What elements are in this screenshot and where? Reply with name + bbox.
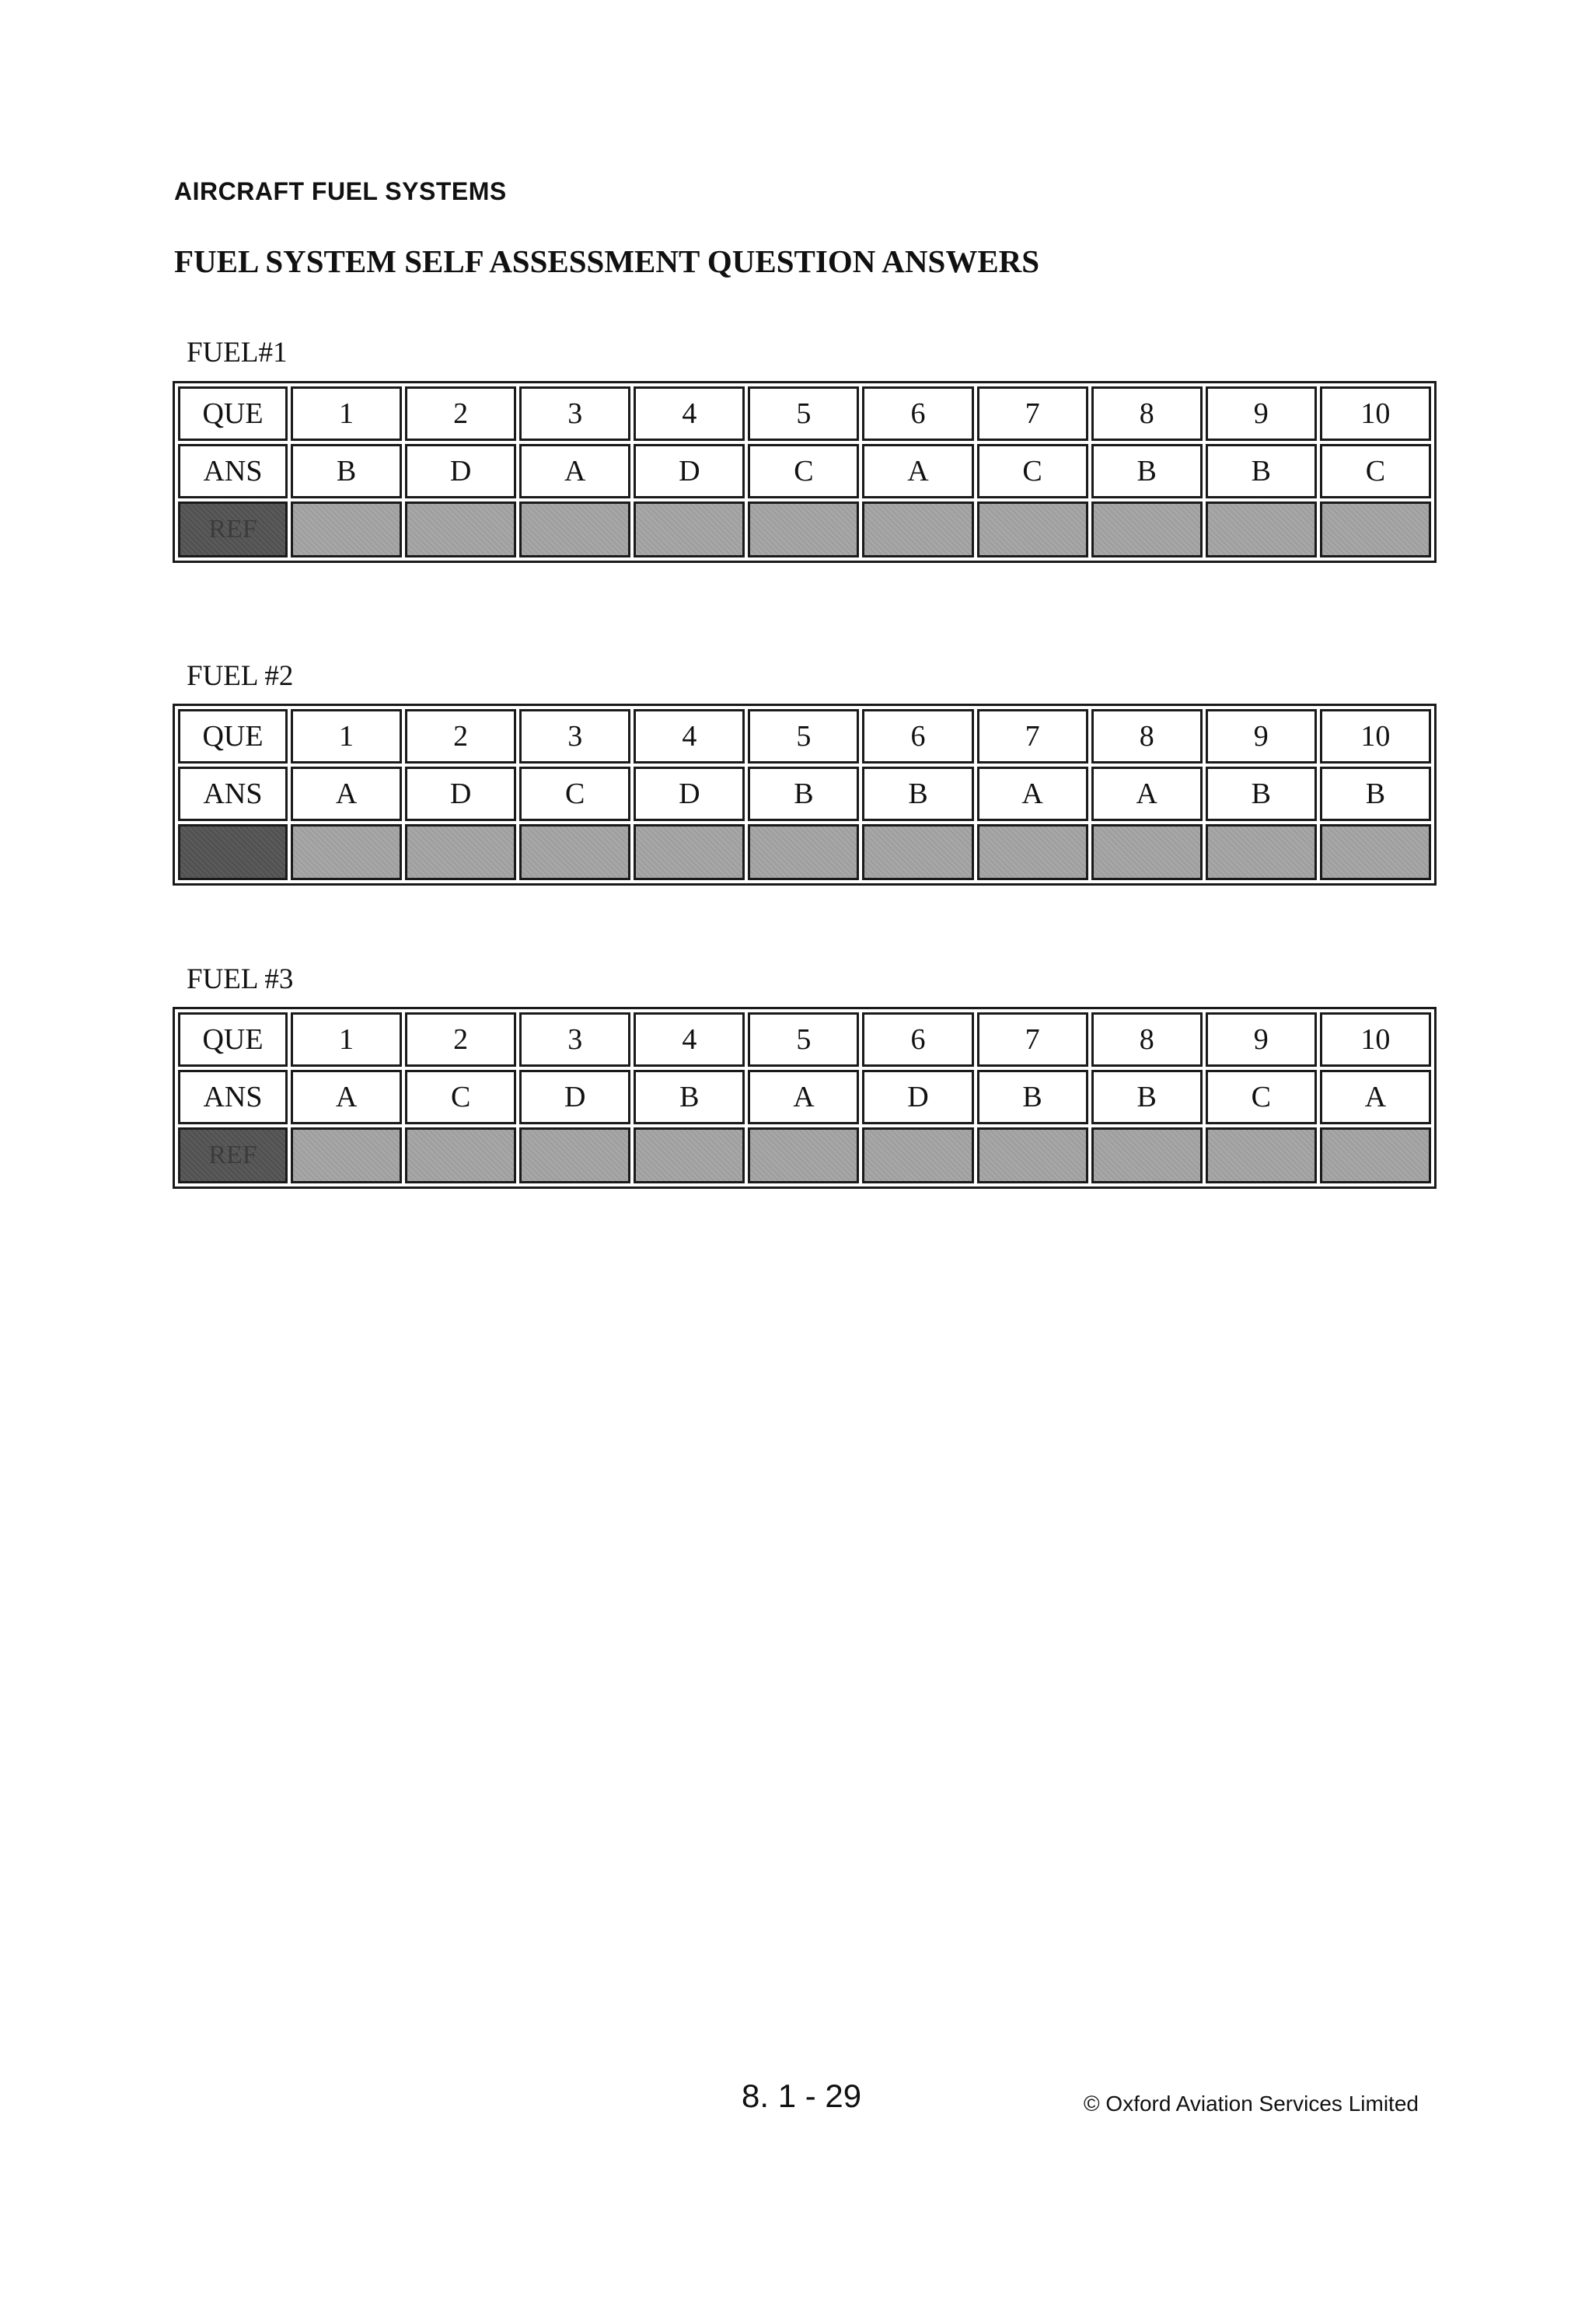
answer-cell: A [291,1070,402,1124]
question-number: 8 [1091,386,1203,441]
header-title: AIRCRAFT FUEL SYSTEMS [174,177,507,205]
question-number: 1 [291,386,402,441]
answer-cell: B [1320,767,1431,821]
ref-row [178,501,1431,557]
ref-cell [519,1127,630,1183]
question-number: 3 [519,1012,630,1067]
ref-cell [405,501,516,557]
question-number: 2 [405,386,516,441]
answer-cell: A [1091,767,1203,821]
ref-row [178,1127,1431,1183]
answer-cell: C [519,767,630,821]
ref-cell [862,501,973,557]
question-number: 4 [634,709,745,764]
answer-row [178,1070,1431,1124]
answer-cell: A [1320,1070,1431,1124]
answer-cell: B [291,444,402,498]
ref-cell [1320,501,1431,557]
ref-cell [1320,824,1431,880]
answer-cell: B [1091,1070,1203,1124]
question-number: 8 [1091,709,1203,764]
ref-cell [1091,1127,1203,1183]
ref-cell [1320,1127,1431,1183]
question-number: 9 [1206,386,1317,441]
answer-cell: B [977,1070,1088,1124]
question-number: 2 [405,1012,516,1067]
question-number: 7 [977,386,1088,441]
question-number: 5 [748,1012,859,1067]
question-number: 1 [291,1012,402,1067]
answer-cell: B [1206,767,1317,821]
question-number: 6 [862,386,973,441]
answer-cell: B [1206,444,1317,498]
ref-label: REF [178,1127,288,1183]
answer-table-fuel-3 [173,1007,1437,1189]
ref-cell [634,1127,745,1183]
question-number: 6 [862,1012,973,1067]
ref-cell [748,824,859,880]
ref-cell [519,501,630,557]
question-number: 10 [1320,709,1431,764]
answer-cell: D [519,1070,630,1124]
answer-cell: D [862,1070,973,1124]
ans-label: ANS [178,1070,288,1124]
ref-cell [748,1127,859,1183]
answer-cell: B [748,767,859,821]
answer-cell: B [634,1070,745,1124]
question-number: 2 [405,709,516,764]
ref-cell [1206,501,1317,557]
section-label-fuel-2: FUEL #2 [187,660,294,692]
page-number: 8. 1 - 29 [742,2078,862,2114]
answer-row [178,767,1431,821]
question-number: 10 [1320,1012,1431,1067]
answer-table-fuel-2 [173,704,1437,886]
ref-cell [291,501,402,557]
question-row [178,709,1431,764]
answer-row [178,444,1431,498]
ref-label [178,824,288,880]
question-row [178,386,1431,441]
question-number: 4 [634,386,745,441]
answer-cell: C [748,444,859,498]
question-number: 10 [1320,386,1431,441]
ans-label: ANS [178,767,288,821]
ref-label: REF [178,501,288,557]
answer-cell: A [977,767,1088,821]
section-label-fuel-1: FUEL#1 [187,337,288,369]
que-label: QUE [178,386,288,441]
answer-cell: C [1206,1070,1317,1124]
answer-cell: C [405,1070,516,1124]
question-number: 3 [519,709,630,764]
answer-cell: B [1091,444,1203,498]
ref-cell [862,824,973,880]
answer-table-fuel-1 [173,381,1437,563]
answer-cell: A [748,1070,859,1124]
question-number: 7 [977,709,1088,764]
ref-row [178,824,1431,880]
ref-cell [405,1127,516,1183]
ref-cell [291,824,402,880]
ref-cell [977,1127,1088,1183]
document-title: FUEL SYSTEM SELF ASSESSMENT QUESTION ANSWERS [174,243,1040,279]
que-label: QUE [178,1012,288,1067]
question-number: 9 [1206,1012,1317,1067]
question-number: 6 [862,709,973,764]
ref-cell [1091,501,1203,557]
answer-cell: C [977,444,1088,498]
answer-cell: D [634,767,745,821]
ref-cell [977,501,1088,557]
ref-cell [977,824,1088,880]
ref-cell [1206,824,1317,880]
question-number: 4 [634,1012,745,1067]
ref-cell [405,824,516,880]
answer-cell: A [291,767,402,821]
answer-cell: C [1320,444,1431,498]
ref-cell [519,824,630,880]
que-label: QUE [178,709,288,764]
question-number: 9 [1206,709,1317,764]
answer-cell: D [405,767,516,821]
ref-cell [748,501,859,557]
question-number: 1 [291,709,402,764]
question-number: 5 [748,709,859,764]
ans-label: ANS [178,444,288,498]
ref-cell [862,1127,973,1183]
section-label-fuel-3: FUEL #3 [187,963,294,995]
question-number: 8 [1091,1012,1203,1067]
question-row [178,1012,1431,1067]
ref-cell [291,1127,402,1183]
ref-cell [634,824,745,880]
copyright-notice: © Oxford Aviation Services Limited [1084,2092,1419,2116]
ref-cell [1091,824,1203,880]
ref-cell [1206,1127,1317,1183]
answer-cell: A [519,444,630,498]
answer-cell: A [862,444,973,498]
answer-cell: D [405,444,516,498]
ref-cell [634,501,745,557]
question-number: 3 [519,386,630,441]
question-number: 7 [977,1012,1088,1067]
question-number: 5 [748,386,859,441]
answer-cell: D [634,444,745,498]
answer-cell: B [862,767,973,821]
